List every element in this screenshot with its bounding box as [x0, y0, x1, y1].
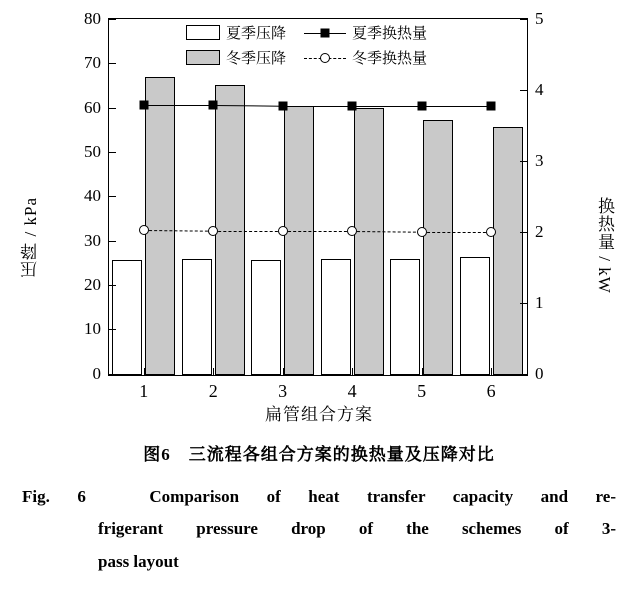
y-axis-left-tick-label: 40 — [84, 186, 101, 206]
x-axis-tick-label: 4 — [347, 381, 357, 401]
marker-winter-heat-capacity — [347, 226, 357, 236]
marker-summer-heat-capacity — [209, 100, 218, 109]
bar-winter-pressure-drop — [493, 127, 523, 375]
x-axis-tick-label: 5 — [417, 381, 427, 401]
y-axis-left-tick — [109, 63, 116, 64]
legend-label: 夏季压降 — [226, 26, 287, 42]
y-axis-right-tick — [520, 232, 527, 233]
caption-english-line2: frigerant pressure drop of the schemes of 3- — [98, 519, 616, 539]
legend-item-summer-heat-capacity — [304, 22, 472, 43]
legend — [186, 22, 472, 68]
bar-summer-pressure-drop — [390, 259, 420, 375]
marker-summer-heat-capacity — [139, 100, 148, 109]
y-axis-left-tick-label: 10 — [84, 319, 101, 339]
y-axis-left-tick-label: 20 — [84, 275, 101, 295]
line-winter-heat-capacity — [213, 231, 282, 232]
marker-summer-heat-capacity — [487, 101, 496, 110]
marker-winter-heat-capacity — [208, 226, 218, 236]
marker-winter-heat-capacity — [278, 226, 288, 236]
legend-swatch-gray-bar-icon — [186, 50, 220, 65]
line-winter-heat-capacity — [283, 231, 352, 232]
bar-summer-pressure-drop — [182, 259, 212, 375]
y-axis-left-tick — [109, 108, 116, 109]
y-axis-left-tick-label: 70 — [84, 53, 101, 73]
marker-summer-heat-capacity — [348, 101, 357, 110]
y-axis-right-tick — [520, 303, 527, 304]
bar-summer-pressure-drop — [321, 259, 351, 375]
line-summer-heat-capacity — [144, 105, 213, 106]
bar-winter-pressure-drop — [423, 120, 453, 375]
marker-summer-heat-capacity — [278, 101, 287, 110]
y-axis-left-tick — [109, 152, 116, 153]
legend-label: 冬季压降 — [226, 51, 287, 67]
y-axis-left-tick — [109, 19, 116, 20]
x-axis-tick-label: 1 — [139, 381, 149, 401]
y-axis-left-tick-label: 50 — [84, 142, 101, 162]
y-axis-left-tick — [109, 241, 116, 242]
bar-winter-pressure-drop — [215, 85, 245, 375]
plot-frame — [84, 9, 544, 401]
x-axis-tick — [352, 368, 353, 375]
line-summer-heat-capacity — [422, 106, 491, 107]
marker-winter-heat-capacity — [486, 227, 496, 237]
y-axis-right-tick-label: 4 — [535, 79, 544, 99]
caption-english-line1: Fig. 6 Comparison of heat transfer capacity and re- — [22, 487, 616, 506]
bar-summer-pressure-drop — [460, 257, 490, 375]
marker-winter-heat-capacity — [139, 225, 149, 235]
caption-english-line3: pass layout — [98, 551, 179, 571]
x-axis-tick-label: 2 — [208, 381, 218, 401]
legend-solid-square-line-icon — [304, 27, 346, 39]
caption-chinese: 图6 三流程各组合方案的换热量及压降对比 — [143, 445, 495, 464]
bar-summer-pressure-drop — [251, 260, 281, 375]
marker-summer-heat-capacity — [417, 101, 426, 110]
y-axis-right-tick — [520, 90, 527, 91]
legend-item-winter-heat-capacity — [304, 47, 472, 68]
line-summer-heat-capacity — [352, 106, 421, 107]
y-axis-right-tick-label: 1 — [535, 292, 544, 312]
bar-winter-pressure-drop — [284, 106, 314, 375]
y-axis-left-tick-label: 80 — [84, 9, 101, 28]
caption-english — [0, 481, 638, 578]
y-axis-right-tick — [520, 161, 527, 162]
x-axis-tick — [144, 368, 145, 375]
bar-summer-pressure-drop — [112, 260, 142, 375]
line-summer-heat-capacity — [283, 106, 352, 107]
y-axis-left-tick — [109, 196, 116, 197]
legend-label: 夏季换热量 — [352, 26, 428, 42]
y-axis-left-tick — [109, 285, 116, 286]
y-axis-left-tick-label: 0 — [92, 363, 101, 383]
y-axis-left-title: 压降 / kPa — [21, 197, 40, 278]
y-axis-right-tick-label: 2 — [535, 221, 544, 241]
legend-item-summer-pressure-drop — [186, 22, 304, 43]
y-axis-left-tick — [109, 329, 116, 330]
y-axis-right-tick-label: 5 — [535, 9, 544, 28]
y-axis-right-tick — [520, 19, 527, 20]
x-axis-tick-label: 6 — [486, 381, 496, 401]
figure-caption — [0, 440, 638, 578]
legend-dashed-circle-line-icon — [304, 52, 346, 64]
x-axis-tick — [422, 368, 423, 375]
x-axis-title: 扁管组合方案 — [265, 405, 373, 424]
y-axis-right-tick-label: 0 — [535, 363, 544, 383]
y-axis-right-tick-label: 3 — [535, 150, 544, 170]
marker-winter-heat-capacity — [417, 227, 427, 237]
y-axis-left-tick — [109, 374, 116, 375]
x-axis-tick — [283, 368, 284, 375]
bar-winter-pressure-drop — [145, 77, 175, 375]
y-axis-right-title: 换热量 / kW — [595, 197, 614, 294]
bar-winter-pressure-drop — [354, 108, 384, 375]
legend-label: 冬季换热量 — [352, 51, 428, 67]
x-axis-tick — [213, 368, 214, 375]
plot-inner — [84, 9, 544, 401]
y-axis-right-tick — [520, 374, 527, 375]
y-axis-left-tick-label: 60 — [84, 97, 101, 117]
x-axis-tick-label: 3 — [278, 381, 288, 401]
legend-item-winter-pressure-drop — [186, 47, 304, 68]
line-winter-heat-capacity — [422, 232, 491, 233]
x-axis-tick — [491, 368, 492, 375]
y-axis-left-tick-label: 30 — [84, 230, 101, 250]
legend-swatch-white-bar-icon — [186, 25, 220, 40]
